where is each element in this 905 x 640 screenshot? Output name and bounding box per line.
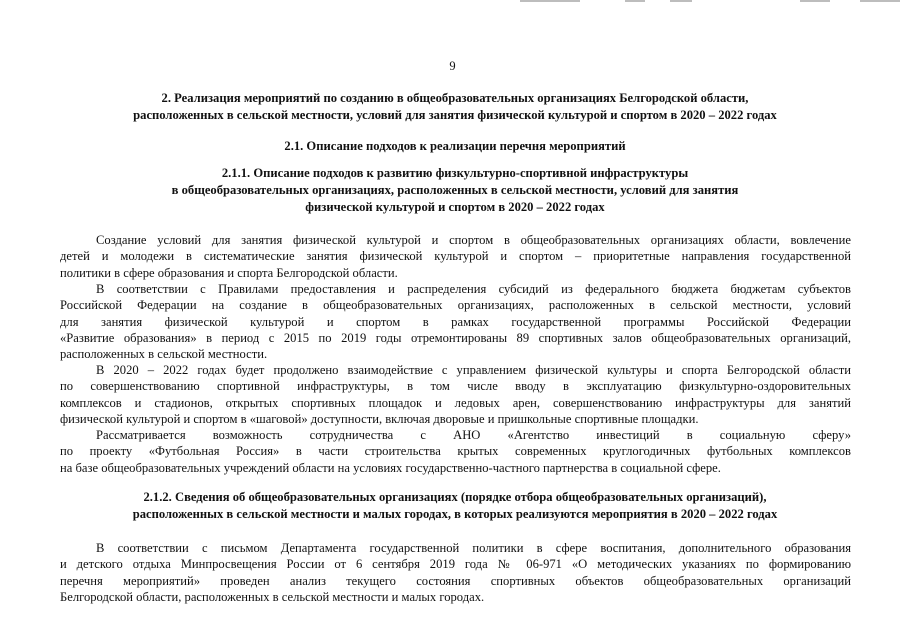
text-line: на базе общеобразовательных учреждений области на условиях государственно-частного партнерства в социальной сфере.: [60, 460, 721, 475]
text-line: для занятия физической культурой и спортом в рамках государственной программы Российской Федерации: [60, 314, 851, 329]
text-line: Создание условий для занятия физической культурой и спортом в общеобразовательных организациях области, вовлечение: [96, 233, 851, 247]
text-line: перечня мероприятий» проведен анализ текущего состояния спортивных объектов общеобразовательных организаций: [60, 573, 851, 588]
paragraph-football-russia: [60, 427, 851, 476]
text-line: Белгородской области, расположенных в сельской местности и малых городах.: [60, 589, 485, 604]
heading-line: 2.1.2. Сведения об общеобразовательных организациях (порядке отбора общеобразовательных организаций),: [143, 490, 767, 504]
text-line: В 2020 – 2022 годах будет продолжено взаимодействие с управлением физической культуры и спорта Белгородской области: [96, 363, 851, 377]
heading-line: расположенных в сельской местности и малых городах, в которых реализуются мероприятия в 2020 – 2022 годах: [132, 507, 778, 521]
text-line: комплексов и стадионов, открытых спортивных площадок и ледовых арен, совершенствованию инфраструктуры для занятий: [60, 395, 851, 410]
heading-line: физической культурой и спортом в 2020 – 2022 годах: [305, 200, 605, 214]
section-2-1-heading: [60, 138, 850, 155]
text-line: по проекту «Футбольная Россия» в части строительства крытых современных круглогодичных футбольных комплексов: [60, 444, 851, 459]
heading-line: 2. Реализация мероприятий по созданию в общеобразовательных организациях Белгородской области,: [161, 91, 749, 105]
heading-line: 2.1.1. Описание подходов к развитию физкультурно-спортивной инфраструктуры: [221, 166, 689, 180]
heading-line: 2.1. Описание подходов к реализации перечня мероприятий: [284, 139, 626, 153]
paragraph-conditions: [60, 232, 851, 281]
text-line: В соответствии с Правилами предоставления и распределения субсидий из федерального бюджета бюджетам субъектов: [96, 282, 851, 296]
scan-top-edge: [0, 0, 905, 3]
text-line: детей и молодежи в систематические занятия физической культурой и спортом – приоритетные направления государственной: [60, 249, 851, 264]
section-2-1-1-heading: [60, 165, 850, 216]
text-line: Российской Федерации на создание в общеобразовательных организациях, расположенных в сельской местности, условий: [60, 298, 851, 313]
section-2-1-2-heading: [60, 489, 850, 523]
text-line: расположенных в сельской местности.: [60, 347, 268, 362]
heading-line: в общеобразовательных организациях, расположенных в сельской местности, условий для занятия: [171, 183, 739, 197]
text-line: Рассматривается возможность сотрудничества с АНО «Агентство инвестиций в социальную сферу»: [96, 428, 851, 442]
text-line: и детского отдыха Минпросвещения России от 6 сентября 2019 года № 06-971 «О методических указаниях по формированию: [60, 557, 851, 572]
heading-line: расположенных в сельской местности, условий для занятия физической культурой и спортом в 2020 – 2022 годах: [133, 108, 777, 122]
text-line: политики в сфере образования и спорта Белгородской области.: [60, 265, 398, 280]
text-line: по совершенствованию спортивной инфраструктуры, в том числе вводу в эксплуатацию физкультурно-оздоровительных: [60, 379, 851, 394]
page-number: 9: [449, 59, 456, 73]
text-line: «Развитие образования» в период с 2015 по 2019 годы отремонтированы 89 спортивных залов общеобразовательных организаций,: [60, 330, 851, 345]
paragraph-ministry-letter: [60, 540, 851, 605]
section-2-heading: [60, 90, 850, 124]
paragraph-cooperation-sport: [60, 362, 851, 427]
text-line: физической культурой и спортом в «шаговой» доступности, включая дворовые и пришкольные спортивные площадки.: [60, 411, 699, 426]
text-line: В соответствии с письмом Департамента государственной политики в сфере воспитания, дополнительного образования: [96, 541, 851, 555]
paragraph-subsidies: [60, 281, 851, 362]
